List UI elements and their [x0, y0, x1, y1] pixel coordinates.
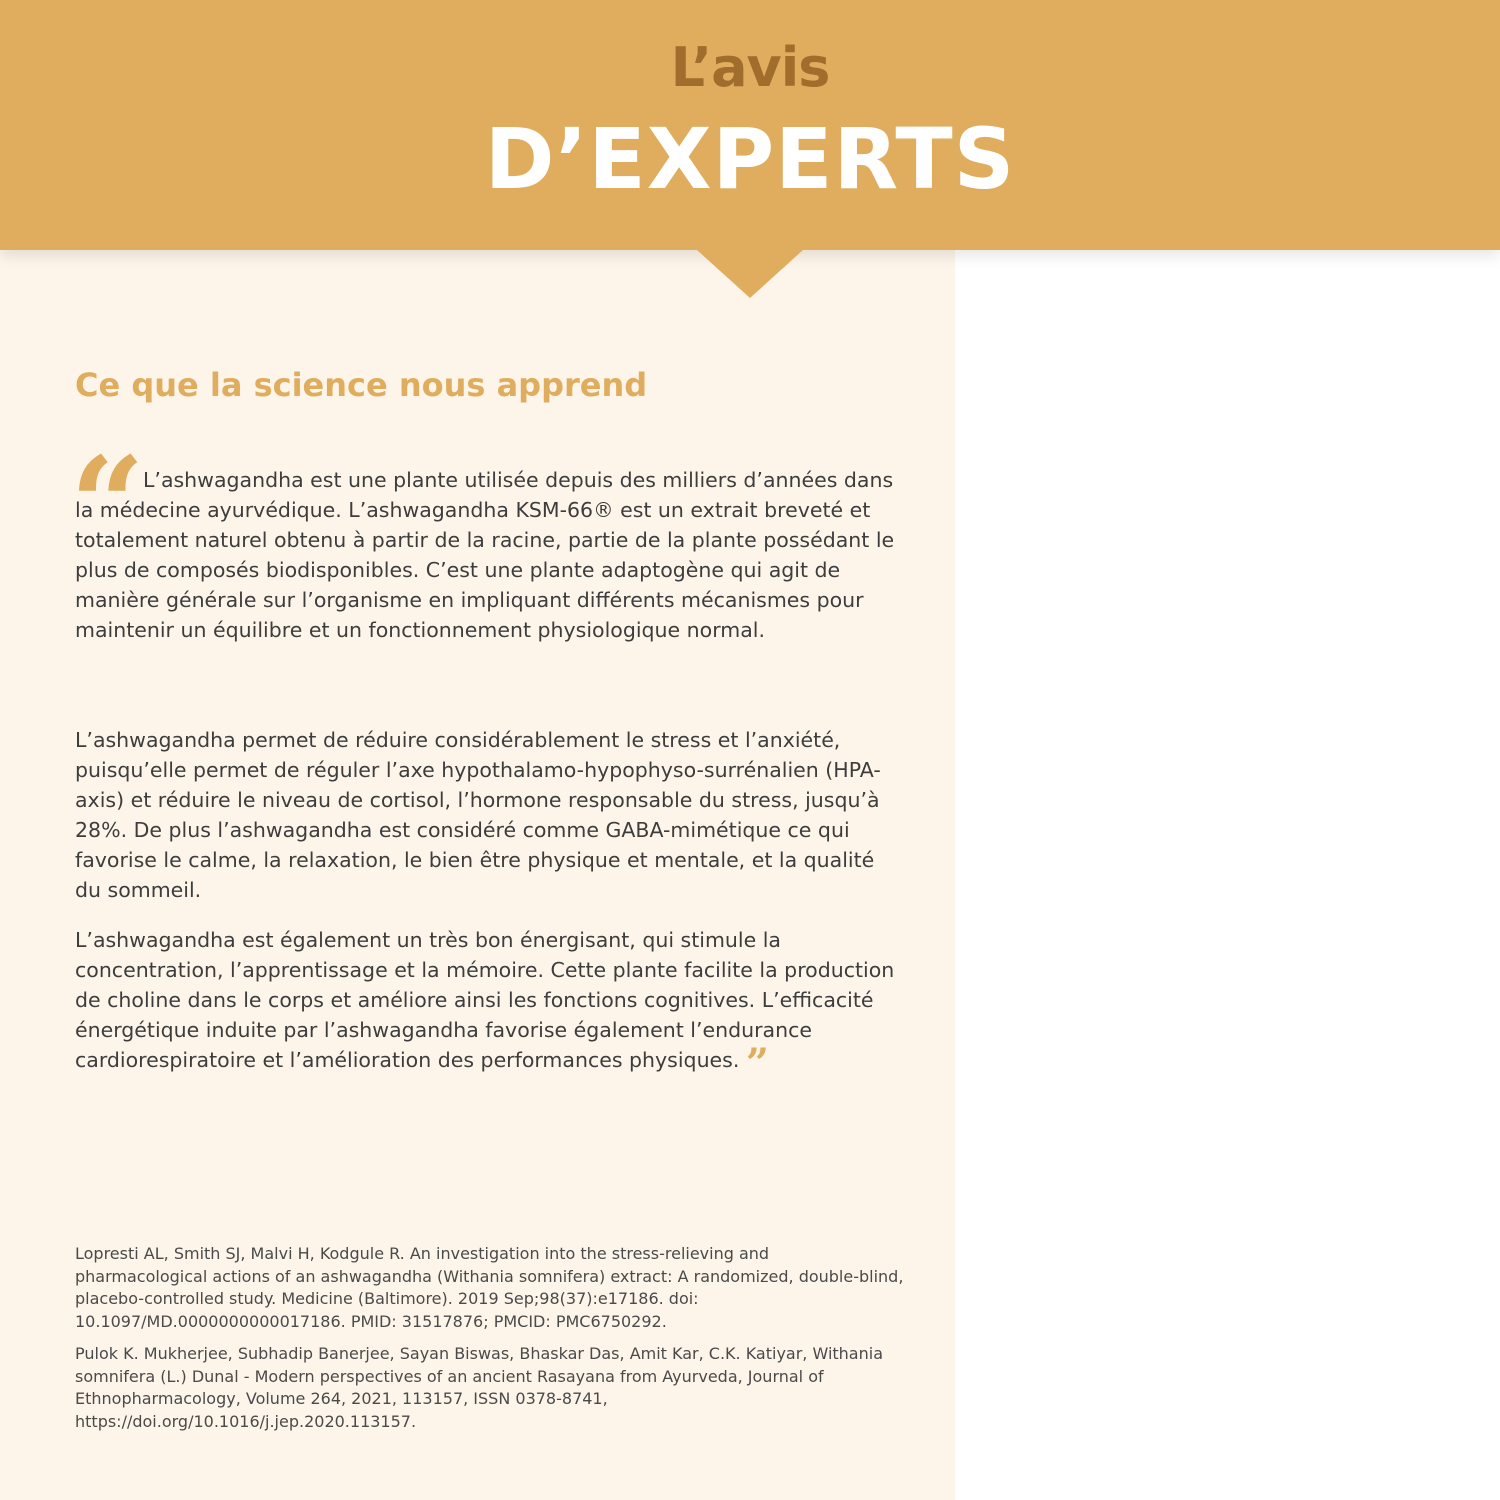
- science-paragraph-3: [75, 925, 905, 1087]
- close-quote-icon: ”: [745, 1040, 769, 1087]
- references: [75, 1243, 905, 1443]
- experts-panel: [955, 250, 1500, 1500]
- science-paragraph-3-text: L’ashwagandha est également un très bon énergisant, qui stimule la concentration, l’apprentissage et la mémoire. Cette plante facilite la production de choline dans le corps et améliore ainsi les fonctions cognitives. L’efficacité énergétique induite par l’ashwagandha favorise également l’endurance cardiorespiratoire et l’amélioration des performances physiques.: [75, 928, 895, 1072]
- reference-1: Lopresti AL, Smith SJ, Malvi H, Kodgule R. An investigation into the stress-relieving and pharmacological actions of an ashwagandha (Withania somnifera) extract: A randomized, double-blind, placebo-controlled study. Medicine (Baltimore). 2019 Sep;98(37):e17186. doi: 10.1097/MD.0000000000017186. PMID: 31517876; PMCID: PMC6750292.: [75, 1244, 904, 1331]
- header-pointer: [697, 250, 803, 298]
- science-paragraph-2: L’ashwagandha permet de réduire considérablement le stress et l’anxiété, puisqu’elle permet de réguler l’axe hypothalamo-hypophyso-surrénalien (HPA-axis) et réduire le niveau de cortisol, l’hormone responsable du stress, jusqu’à 28%. De plus l’ashwagandha est considéré comme GABA-mimétique ce qui favorise le calme, la relaxation, le bien être physique et mentale, et la qualité du sommeil.: [75, 728, 881, 902]
- open-quote-icon: “: [70, 428, 145, 581]
- header-title: D’EXPERTS: [484, 110, 1016, 208]
- science-paragraph-1: L’ashwagandha est une plante utilisée depuis des milliers d’années dans la médecine ayurvédique. L’ashwagandha KSM-66® est un extrait breveté et totalement naturel obtenu à partir de la racine, partie de la plante possédant le plus de composés biodisponibles. C’est une plante adaptogène qui agit de manière générale sur l’organisme en impliquant différents mécanismes pour maintenir un équilibre et un fonctionnement physiologique normal.: [75, 468, 895, 642]
- reference-2: Pulok K. Mukherjee, Subhadip Banerjee, Sayan Biswas, Bhaskar Das, Amit Kar, C.K. Katiyar, Withania somnifera (L.) Dunal - Modern perspectives of an ancient Rasayana from Ayurveda, Journal of Ethnopharmacology, Volume 264, 2021, 113157, ISSN 0378-8741, https://doi.org/10.1016/j.jep.2020.113157.: [75, 1344, 883, 1431]
- header-banner: [0, 0, 1500, 250]
- header-subtitle: L’avis: [670, 36, 830, 99]
- science-title: Ce que la science nous apprend: [75, 366, 648, 404]
